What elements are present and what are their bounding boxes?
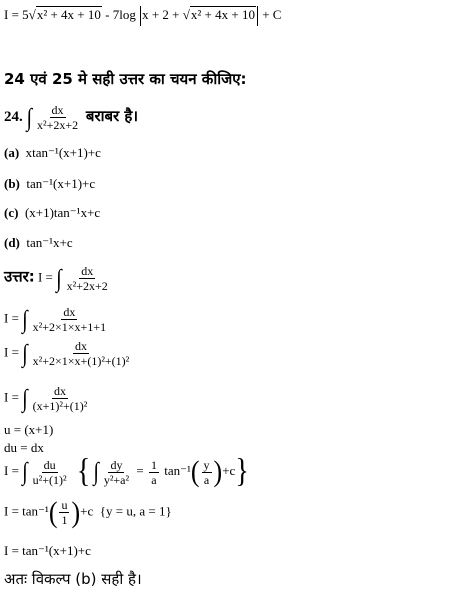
option-text: xtan⁻¹(x+1)+c [25,145,101,160]
integral-symbol: ∫ [22,339,28,368]
option-label: (c) [4,205,19,220]
step-fraction [31,385,90,412]
step-tan-argument [59,499,69,526]
question-fraction [35,104,80,131]
formula-fraction [102,459,131,486]
option-a [4,146,101,159]
integral-symbol: ∫ [22,305,28,334]
formula-brace-right: } [235,452,249,490]
option-label: (d) [4,235,20,250]
step-tan-constant: +c [80,503,94,519]
integral-symbol: ∫ [22,458,28,486]
option-text: tan⁻¹x+c [26,235,73,250]
fraction-denominator: x²+2×1×x+1+1 [32,320,107,334]
step-fraction [31,306,108,333]
formula-equals: = [136,462,144,478]
option-label: (b) [4,176,20,191]
integral-symbol: ∫ [56,264,62,293]
substitution-u: u = (x+1) [4,422,54,437]
paren-left: ( [190,454,200,489]
fraction-denominator: x²+2×1×x+(1)²+(1)² [32,354,130,368]
question-number: 24. [4,108,23,125]
step-fraction [65,265,110,292]
top-eq-mid: - 7log [101,6,140,22]
integral-symbol: ∫ [93,458,99,486]
conclusion: अतः विकल्प (b) सही है। [4,570,142,588]
option-d [4,236,73,249]
fraction-denominator: y²+a² [103,472,130,487]
formula-tan: tan⁻¹ [164,462,191,478]
step-fraction [31,340,132,367]
step-lhs: I = [4,462,19,478]
fraction-denominator: 1 [61,513,68,527]
fraction-numerator: dx [54,384,67,398]
step-lhs: I = [37,269,53,285]
answer-step-u [4,452,249,490]
step-tan-lhs: I = tan⁻¹ [4,503,49,519]
formula-constant: +c [222,462,236,478]
step-fraction [31,459,69,486]
top-eq-lhs: I = 5 [4,6,29,22]
fraction-numerator: 1 [150,457,157,472]
answer-step-3 [4,340,133,367]
question-24 [4,104,138,131]
fraction-denominator: x²+2x+2 [36,118,79,132]
fraction-numerator: y [203,457,210,472]
option-b [4,177,95,190]
answer-step-2 [4,306,110,333]
option-text: (x+1)tan⁻¹x+c [24,205,101,220]
formula-argument [202,459,212,486]
paren-right: ) [213,454,223,489]
fraction-numerator: dx [74,339,87,353]
option-text: tan⁻¹(x+1)+c [26,176,96,191]
fraction-numerator: dx [81,264,94,278]
step-lhs: I = [4,389,19,405]
fraction-numerator: dy [110,457,123,472]
paren-right: ) [71,495,81,529]
step-lhs: I = [4,310,19,326]
answer-label: उत्तर: [4,267,35,286]
final-answer: I = tan⁻¹(x+1)+c [4,543,91,558]
paren-left: ( [48,495,58,529]
abs-bar-right [257,6,258,26]
abs-bar-left [140,6,141,26]
fraction-numerator: u [61,498,68,512]
instruction-heading: 24 एवं 25 मे सही उत्तर का चयन कीजिए: [4,70,247,88]
top-eq-end: + C [258,6,282,22]
option-c [4,206,100,219]
substitution-du: du = dx [4,440,44,455]
fraction-denominator: u²+(1)² [32,472,67,487]
top-eq-abs-a: x + 2 + [142,6,183,22]
fraction-denominator: (x+1)²+(1)² [32,399,88,413]
integral-symbol: ∫ [22,384,28,413]
option-label: (a) [4,145,20,160]
fraction-denominator: a [203,472,210,487]
fraction-numerator: du [43,457,56,472]
fraction-denominator: x²+2x+2 [66,279,108,293]
answer-step-4 [4,385,91,412]
formula-coefficient [149,459,159,486]
integral-symbol: ∫ [26,103,32,132]
step-tan-note: {y = u, a = 1} [99,503,172,519]
top-equation: I = 5√x² + 4x + 10 - 7log x + 2 + √x² + 4x + 10 + C [4,6,281,26]
top-eq-radicand: x² + 4x + 10 [36,6,101,22]
answer-step-1 [4,265,112,292]
fraction-numerator: dx [51,103,64,117]
fraction-denominator: a [151,472,157,487]
formula-brace-left: { [76,452,91,490]
step-lhs: I = [4,344,19,360]
top-eq-abs-radicand: x² + 4x + 10 [190,6,255,22]
answer-step-tan [4,495,172,529]
question-text: बराबर है। [85,106,139,125]
fraction-numerator: dx [63,305,76,319]
